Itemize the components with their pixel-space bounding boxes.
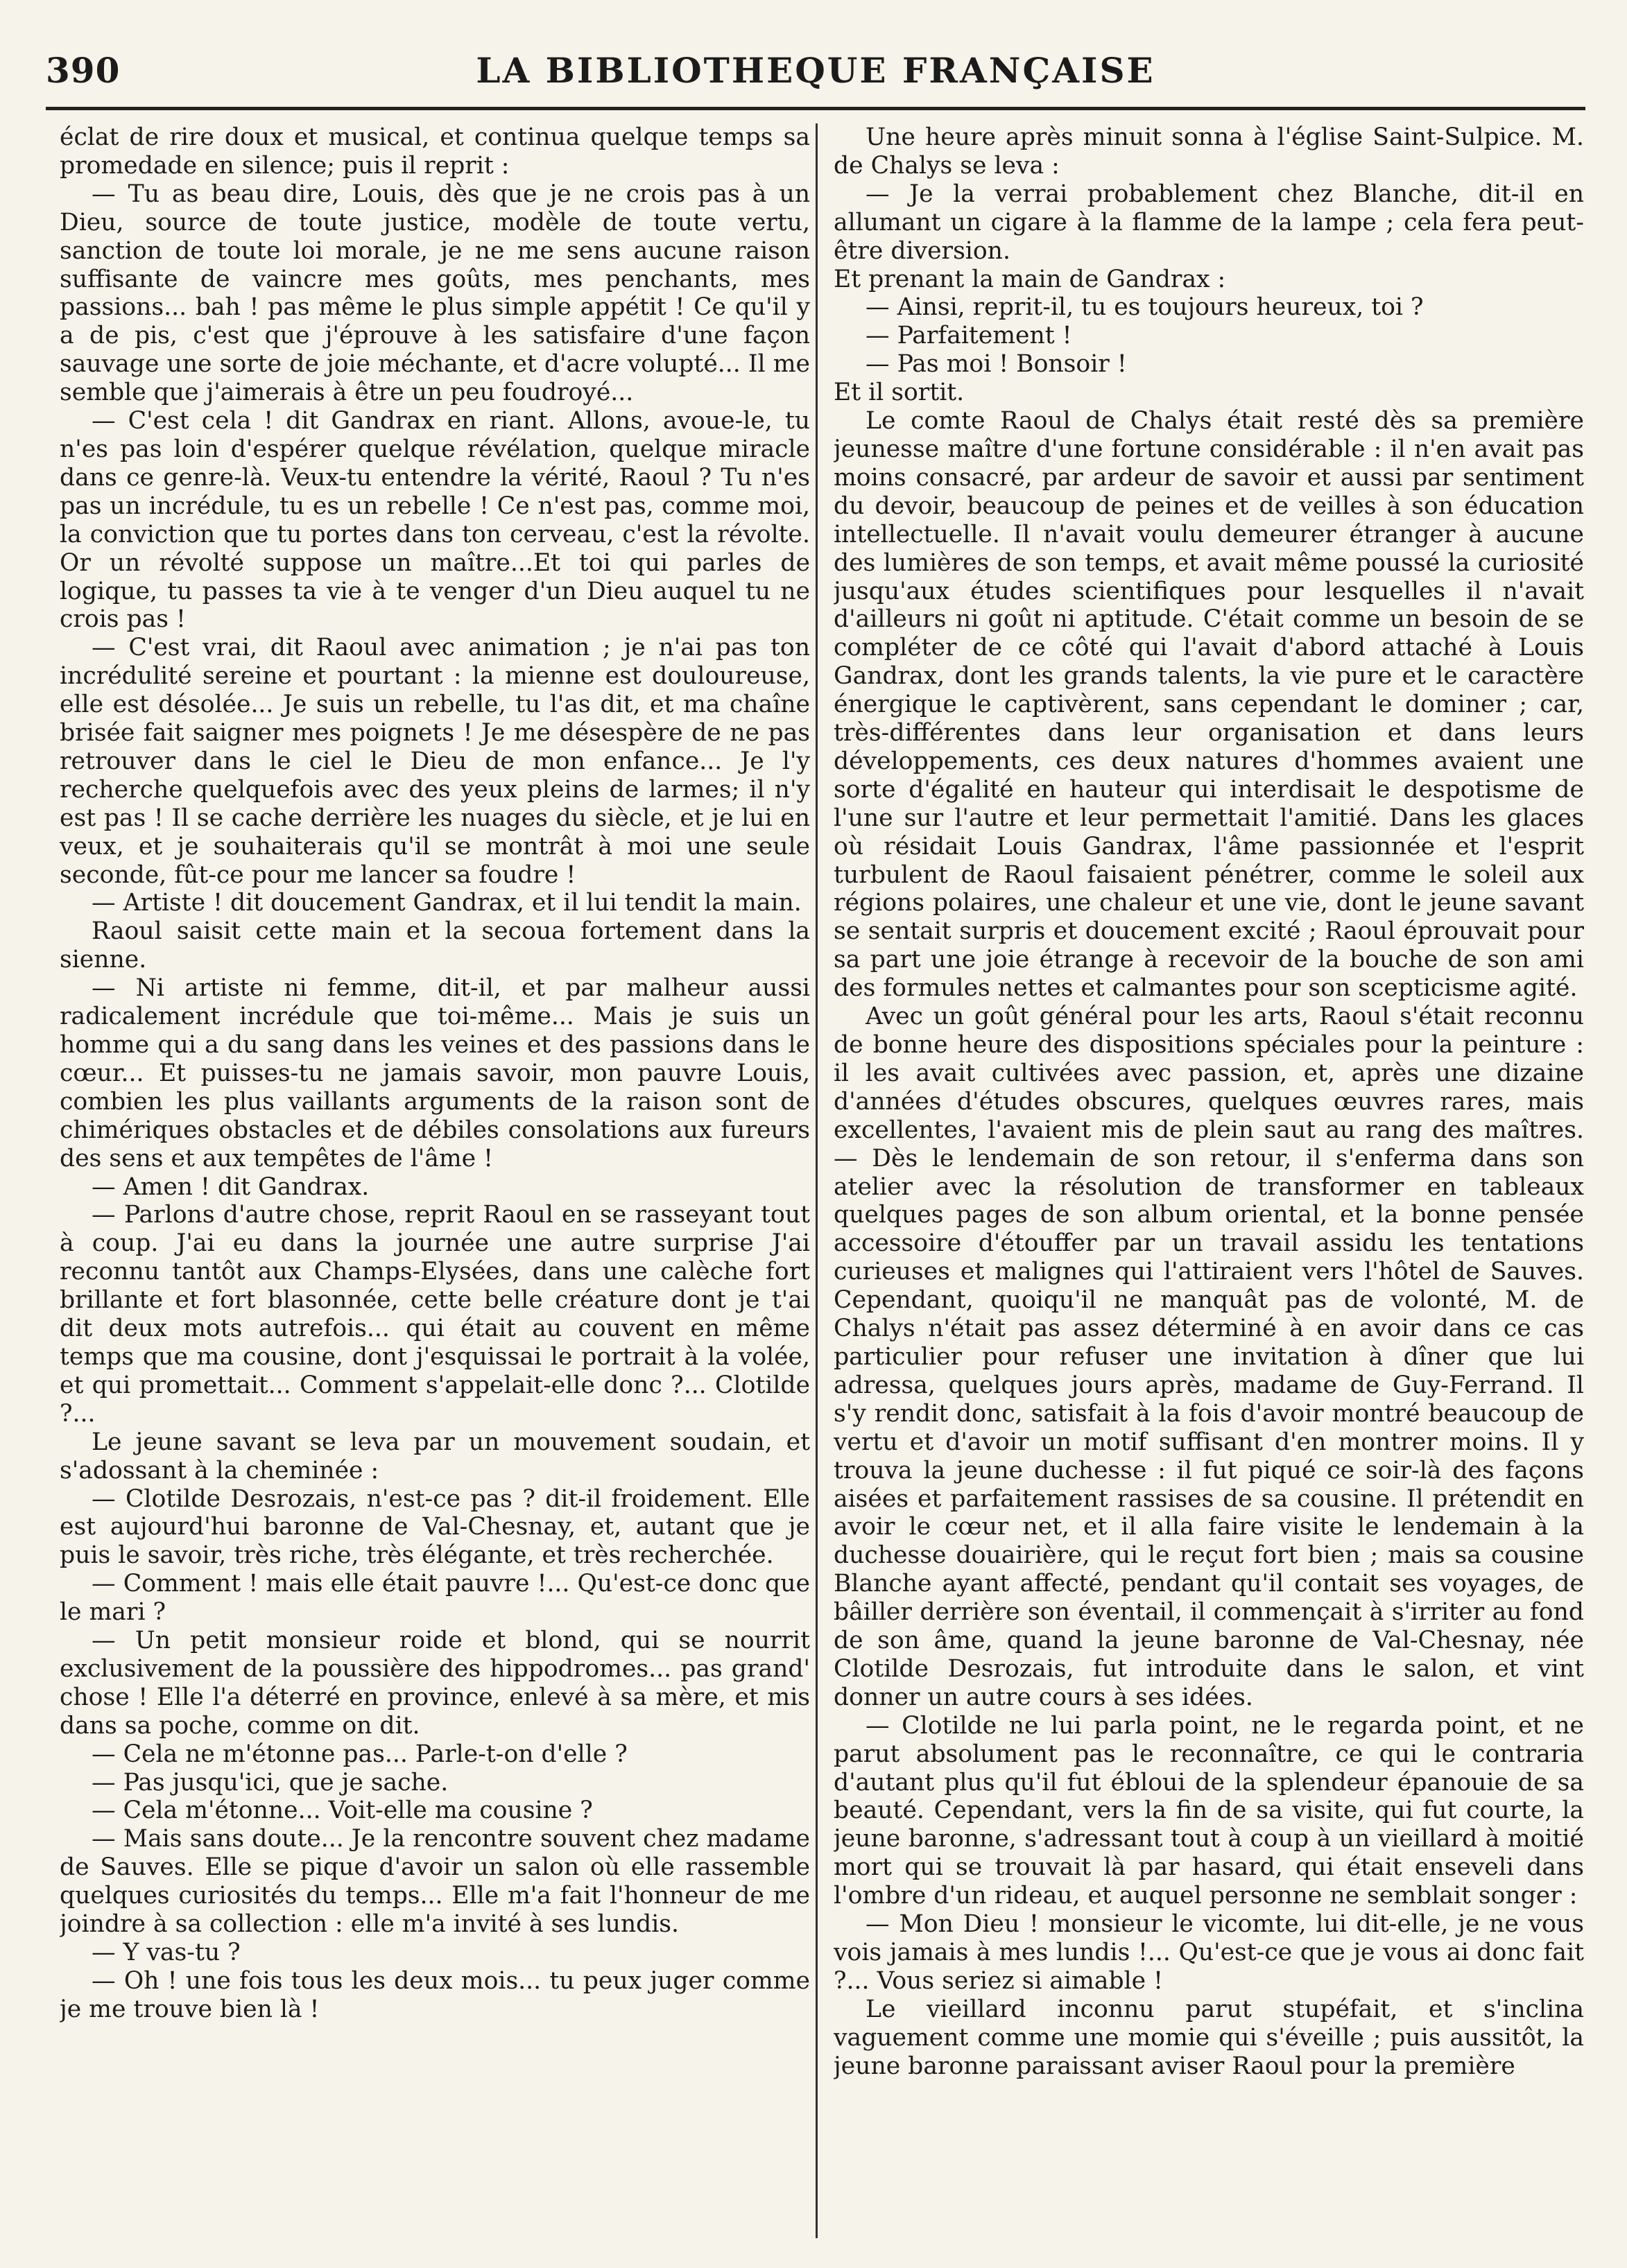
paragraph: — Clotilde Desrozais, n'est-ce pas ? dit-il froidement. Elle est aujourd'hui baronne de Val-Chesnay, et, autant que je puis le savoir, très riche, très élégante, et très recherchée. <box>60 1484 810 1570</box>
paragraph: — Artiste ! dit doucement Gandrax, et il lui tendit la main. <box>92 889 802 917</box>
paragraph: — Cela ne m'étonne pas... Parle-t-on d'elle ? <box>92 1740 628 1768</box>
paragraph: Une heure après minuit sonna à l'église Saint-Sulpice. M. de Chalys se leva : <box>834 123 1584 180</box>
page-header <box>46 46 1585 104</box>
left-column <box>60 123 810 2238</box>
paragraph: — Parfaitement ! <box>866 322 1072 350</box>
paragraph: Avec un goût général pour les arts, Raoul s'était reconnu de bonne heure des dispositions spéciales pour la peinture : il les avait cultivées avec passion, et, après une dizaine d'années d'études obscures, quelques œuvres rares, mais excellentes, l'avaient mis de plein saut au rang des maîtres. — Dès le lendemain de son retour, il s'enferma dans son atelier avec la résolution de transformer en tableaux quelques pages de son album oriental, et la bonne pensée accessoire d'étouffer par un travail assidu les tentations curieuses et malignes qui l'attiraient vers l'hôtel de Sauves. Cependant, quoiqu'il ne manquât pas de volonté, M. de Chalys n'était pas assez déterminé à en avoir dans ce cas particulier pour refuser une invitation à dîner que lui adressa, quelques jours après, madame de Guy-Ferrand. Il s'y rendit donc, satisfait à la fois d'avoir montré beaucoup de vertu et d'avoir un motif suffisant d'en montrer moins. Il y trouva la jeune duchesse : il fut piqué ce soir-là des façons aisées et parfaitement rassises de sa cousine. Il prétendit en avoir le cœur net, et il alla faire visite le lendemain à la duchesse douairière, qui le reçut fort bien ; mais sa cousine Blanche ayant affecté, pendant qu'il contait ses voyages, de bâiller derrière son éventail, il commençait à s'irriter au fond de son âme, quand la jeune baronne de Val-Chesnay, née Clotilde Desrozais, fut introduite dans le salon, et vint donner un autre cours à ses idées. <box>834 1003 1584 1711</box>
paragraph: — Amen ! dit Gandrax. <box>92 1172 370 1201</box>
paragraph: — Oh ! une fois tous les deux mois... tu peux juger comme je me trouve bien là ! <box>60 1966 810 2023</box>
paragraph: Et il sortit. <box>834 379 965 407</box>
paragraph: — Pas jusqu'ici, que je sache. <box>92 1768 449 1797</box>
paragraph: — Ainsi, reprit-il, tu es toujours heureux, toi ? <box>866 293 1424 322</box>
paragraph: — Un petit monsieur roide et blond, qui se nourrit exclusivement de la poussière des hippodromes... pas grand' chose ! Elle l'a déterré en province, enlevé à sa mère, et mis dans sa poche, comme on dit. <box>60 1627 810 1740</box>
paragraph: Le comte Raoul de Chalys était resté dès sa première jeunesse maître d'une fortune considérable : il n'en avait pas moins consacré, par ardeur de savoir et aussi par sentiment du devoir, beaucoup de peines et de veilles à son éducation intellectuelle. Il n'avait voulu demeurer étranger à aucune des lumières de son temps, et avait même poussé la curiosité jusqu'aux études scientifiques pour lesquelles il n'avait d'ailleurs ni goût ni aptitude. C'était comme un besoin de se compléter de ce côté qui l'avait d'abord attaché à Louis Gandrax, dont les grands talents, la vie pure et le caractère énergique le captivèrent, sans cependant le dominer ; car, très-différentes dans leur organisation et dans leurs développements, ces deux natures d'hommes avaient une sorte d'égalité en hauteur qui interdisait le despotisme de l'une sur l'autre et leur permettait l'amitié. Dans les glaces où résidait Louis Gandrax, l'âme passionnée et l'esprit turbulent de Raoul faisaient pénétrer, comme le soleil aux régions polaires, une chaleur et une vie, dont le jeune savant se sentait surpris et doucement excité ; Raoul éprouvait pour sa part une joie étrange à recevoir de la bouche de son ami des formules nettes et calmantes pour son scepticisme agité. <box>834 407 1584 1003</box>
paragraph: — Comment ! mais elle était pauvre !... Qu'est-ce donc que le mari ? <box>60 1570 810 1627</box>
paragraph: — Mon Dieu ! monsieur le vicomte, lui dit-elle, je ne vous vois jamais à mes lundis !... Qu'est-ce que je vous ai donc fait ?... Vous seriez si aimable ! <box>834 1910 1584 1995</box>
running-title: LA BIBLIOTHEQUE FRANÇAISE <box>476 50 1155 91</box>
paragraph: — C'est vrai, dit Raoul avec animation ; je n'ai pas ton incrédulité sereine et pourtant : la mienne est douloureuse, elle est désolée... Je suis un rebelle, tu l'as dit, et ma chaîne brisée fait saigner mes poignets ! Je me désespère de ne pas retrouver dans le ciel le Dieu de mon enfance... Je l'y recherche quelquefois avec des yeux pleins de larmes; il n'y est pas ! Il se cache derrière les nuages du siècle, et je lui en veux, et je souhaiterais qu'il se montrât à moi une seule seconde, fût-ce pour me lancer sa foudre ! <box>60 634 810 889</box>
paragraph: — Pas moi ! Bonsoir ! <box>866 350 1127 379</box>
paragraph: — Parlons d'autre chose, reprit Raoul en se rasseyant tout à coup. J'ai eu dans la journée une autre surprise J'ai reconnu tantôt aux Champs-Elysées, dans une calèche fort brillante et fort blasonnée, cette belle créature dont je t'ai dit deux mots autrefois... qui était au couvent en même temps que ma cousine, dont j'esquissai le portrait à la volée, et qui promettait... Comment s'appelait-elle donc ?... Clotilde ?... <box>60 1201 810 1428</box>
paragraph: Raoul saisit cette main et la secoua fortement dans la sienne. <box>60 917 810 974</box>
paragraph: — Cela m'étonne... Voit-elle ma cousine ? <box>92 1797 593 1825</box>
page-number: 390 <box>46 50 121 91</box>
paragraph: Le jeune savant se leva par un mouvement soudain, et s'adossant à la cheminée : <box>60 1428 810 1484</box>
column-divider <box>816 123 818 2238</box>
paragraph: Le vieillard inconnu parut stupéfait, et s'inclina vaguement comme une momie qui s'éveille ; puis aussitôt, la jeune baronne paraissant aviser Raoul pour la première <box>834 1995 1584 2080</box>
paragraph: — Y vas-tu ? <box>92 1939 241 1966</box>
paragraph: — Ni artiste ni femme, dit-il, et par malheur aussi radicalement incrédule que toi-même... Mais je suis un homme qui a du sang dans les veines et des passions dans le cœur... Et puisses-tu ne jamais savoir, mon pauvre Louis, combien les plus vaillants arguments de la raison sont de chimériques obstacles et de débiles consolations aux fureurs des sens et aux tempêtes de l'âme ! <box>60 974 810 1172</box>
paragraph: — Je la verrai probablement chez Blanche, dit-il en allumant un cigare à la flamme de la lampe ; cela fera peut-être diversion. <box>834 180 1584 265</box>
paragraph: Et prenant la main de Gandrax : <box>834 265 1226 293</box>
paragraph: éclat de rire doux et musical, et continua quelque temps sa promedade en silence; puis il reprit : <box>60 123 810 180</box>
paragraph: — Clotilde ne lui parla point, ne le regarda point, et ne parut absolument pas le reconnaître, ce qui le contraria d'autant plus qu'il fut ébloui de la splendeur épanouie de sa beauté. Cependant, vers la fin de sa visite, qui fut courte, la jeune baronne, s'adressant tout à coup à un vieillard à moitié mort qui se trouvait là par hasard, qui était enseveli dans l'ombre d'un rideau, et auquel personne ne semblait songer : <box>834 1711 1584 1910</box>
right-column <box>834 123 1584 2238</box>
paragraph: — Mais sans doute... Je la rencontre souvent chez madame de Sauves. Elle se pique d'avoir un salon où elle rassemble quelques curiosités du temps... Elle m'a fait l'honneur de me joindre à sa collection : elle m'a invité à ses lundis. <box>60 1825 810 1939</box>
paragraph: — C'est cela ! dit Gandrax en riant. Allons, avoue-le, tu n'es pas loin d'espérer quelque révélation, quelque miracle dans ce genre-là. Veux-tu entendre la vérité, Raoul ? Tu n'es pas un incrédule, tu es un rebelle ! Ce n'est pas, comme moi, la conviction que tu portes dans ton cerveau, c'est la révolte. Or un révolté suppose un maître...Et toi qui parles de logique, tu passes ta vie à te venger d'un Dieu auquel tu ne crois pas ! <box>60 407 810 634</box>
header-rule <box>46 107 1585 110</box>
paragraph: — Tu as beau dire, Louis, dès que je ne crois pas à un Dieu, source de toute justice, modèle de toute vertu, sanction de toute loi morale, je ne me sens aucune raison suffisante de vaincre mes goûts, mes penchants, mes passions... bah ! pas même le plus simple appétit ! Ce qu'il y a de pis, c'est que j'éprouve à les satisfaire d'une façon sauvage une sorte de joie méchante, et d'acre volupté... Il me semble que j'aimerais à être un peu foudroyé... <box>60 180 810 407</box>
